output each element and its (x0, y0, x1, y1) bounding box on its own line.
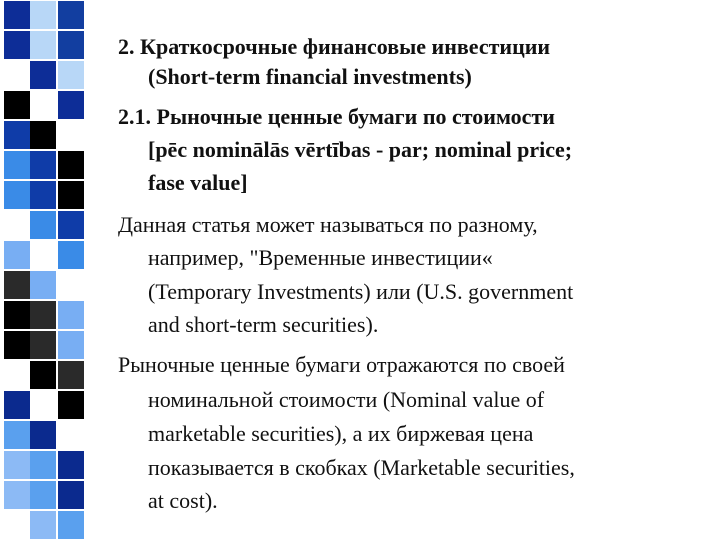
heading-1: 2. Краткосрочные финансовые инвестиции (118, 34, 551, 59)
stripe-block (58, 151, 84, 179)
heading-2-subtitle-2: fase value] (148, 170, 248, 195)
stripe-block (58, 391, 84, 419)
stripe-block (58, 481, 84, 509)
stripe-block (4, 121, 30, 149)
stripe-block (58, 61, 84, 89)
stripe-block (4, 271, 30, 299)
stripe-block (30, 331, 56, 359)
paragraph-1-line-3: (Temporary Investments) или (U.S. government (148, 279, 574, 304)
stripe-block (4, 241, 30, 269)
paragraph-1-line-4: and short-term securities). (148, 312, 379, 337)
paragraph-2-line-3: marketable securities), а их биржевая цена (148, 421, 534, 446)
stripe-block (4, 151, 30, 179)
stripe-block (4, 91, 30, 119)
stripe-block (4, 481, 30, 509)
stripe-block (30, 361, 56, 389)
paragraph-1-line-2: например, "Временные инвестиции« (148, 245, 493, 270)
stripe-block (30, 211, 56, 239)
stripe-block (4, 391, 30, 419)
stripe-block (58, 331, 84, 359)
stripe-block (58, 241, 84, 269)
stripe-block (30, 511, 56, 539)
stripe-block (58, 211, 84, 239)
stripe-block (30, 271, 56, 299)
paragraph-2-line-2: номинальной стоимости (Nominal value of (148, 387, 545, 412)
stripe-block (30, 151, 56, 179)
stripe-block (58, 31, 84, 59)
heading-2-subtitle-1: [pēc nominālās vērtības - par; nominal price; (148, 137, 573, 162)
heading-2: 2.1. Рыночные ценные бумаги по стоимости (118, 104, 555, 129)
stripe-block (30, 181, 56, 209)
paragraph-2-line-1: Рыночные ценные бумаги отражаются по своей (118, 352, 565, 377)
paragraph-1-line-1: Данная статья может называться по разному, (118, 212, 538, 237)
stripe-block (30, 421, 56, 449)
stripe-block (58, 181, 84, 209)
stripe-block (30, 121, 56, 149)
stripe-block (58, 1, 84, 29)
stripe-block (30, 61, 56, 89)
stripe-block (58, 91, 84, 119)
stripe-block (4, 451, 30, 479)
stripe-block (30, 451, 56, 479)
stripe-block (58, 511, 84, 539)
stripe-block (4, 1, 30, 29)
stripe-block (4, 181, 30, 209)
paragraph-2-line-5: at cost). (148, 488, 218, 513)
stripe-block (4, 421, 30, 449)
stripe-block (58, 451, 84, 479)
stripe-block (30, 31, 56, 59)
decorative-stripe (0, 0, 90, 540)
paragraph-2-line-4: показывается в скобках (Marketable securities, (148, 455, 575, 480)
stripe-block (30, 1, 56, 29)
stripe-block (4, 31, 30, 59)
stripe-block (30, 301, 56, 329)
heading-1-subtitle: (Short-term financial investments) (148, 64, 472, 89)
stripe-block (4, 331, 30, 359)
stripe-block (58, 361, 84, 389)
stripe-block (58, 301, 84, 329)
stripe-block (30, 481, 56, 509)
stripe-block (4, 301, 30, 329)
